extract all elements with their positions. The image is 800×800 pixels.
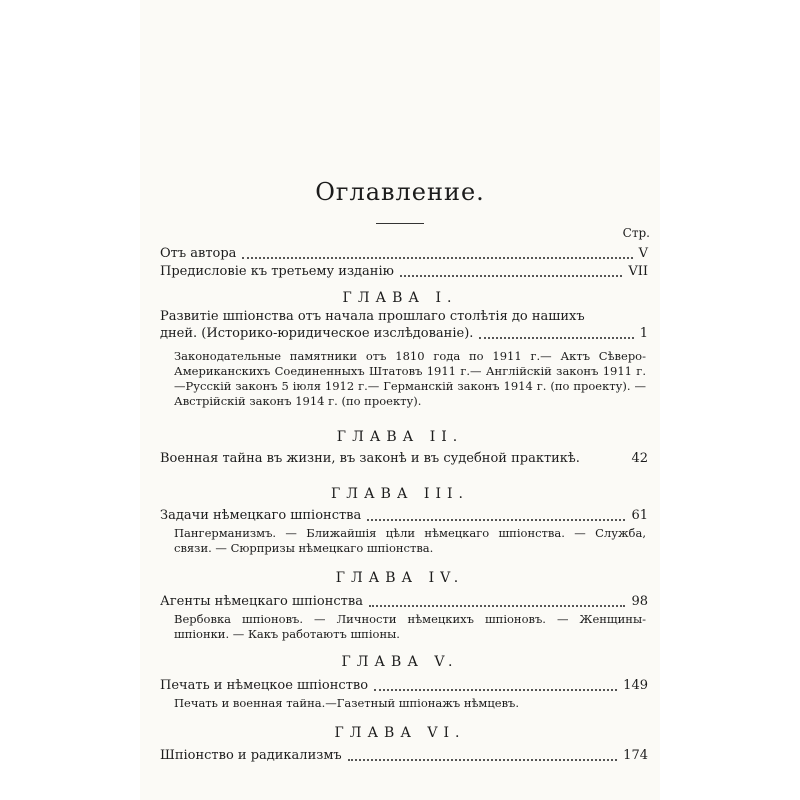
toc-entry-label: Шпіонство и радикализмъ: [160, 748, 342, 763]
chapter-heading: ГЛАВА III.: [331, 486, 469, 502]
toc-entry-label: Задачи нѣмецкаго шпіонства: [160, 508, 362, 523]
toc-entry-ch2: [160, 451, 648, 467]
chapter-subtopics: Законодательные памятники отъ 1810 года по 1911 г.— Актъ Сѣверо-Американскихъ Соединенныхъ Штатовъ 1911 г.— Англійскій законъ 1911 г.—Русскій законъ 5 іюля 1912 г.— Германскій законъ 1914 г. (по проекту). — Австрійскій законъ 1914 г. (по проекту).: [174, 349, 646, 408]
page-column-label: Стр.: [622, 226, 650, 240]
toc-entry-page: VII: [628, 264, 648, 279]
chapter-subtopics: Вербовка шпіоновъ. — Личности нѣмецкихъ шпіоновъ. — Женщины-шпіонки. — Какъ работаютъ шпіоны.: [174, 612, 646, 641]
toc-entry-page: 98: [631, 594, 648, 609]
chapter-subtopics: Пангерманизмъ. — Ближайшія цѣли нѣмецкаго шпіонства. — Служба, связи. — Сюрпризы нѣмецкаго шпіонства.: [174, 526, 646, 555]
chapter-heading: ГЛАВА V.: [341, 654, 459, 670]
toc-entry-preface: [160, 264, 648, 280]
toc-entry-label-cont: дней. (Историко-юридическое изслѣдованіе).: [160, 326, 474, 341]
chapter-heading: ГЛАВА I.: [342, 290, 458, 306]
chapter-subtopics: Печать и военная тайна.—Газетный шпіонажъ нѣмцевъ.: [174, 696, 520, 710]
chapter-heading: ГЛАВА VI.: [334, 725, 466, 741]
toc-entry-label: Печать и нѣмецкое шпіонство: [160, 678, 369, 693]
chapter-heading: ГЛАВА IV.: [335, 570, 465, 586]
dot-leader: [369, 605, 626, 607]
toc-entry-page: 1: [639, 326, 648, 341]
toc-entry-author: [160, 246, 648, 262]
toc-entry-ch6: [160, 748, 648, 764]
chapter-heading: ГЛАВА II.: [336, 429, 464, 445]
toc-entry-page: 149: [623, 678, 648, 693]
book-page: [140, 0, 660, 800]
title-rule: [376, 223, 424, 224]
toc-entry-label: Предисловіе къ третьему изданію: [160, 264, 394, 279]
toc-entry-page: V: [638, 246, 648, 261]
toc-entry-ch1: [160, 308, 648, 342]
dot-leader: [348, 759, 617, 761]
toc-entry-ch4: [160, 594, 648, 610]
toc-entry-page: 42: [631, 451, 648, 466]
toc-entry-ch5: [160, 678, 648, 694]
page-title: Оглавление.: [315, 178, 485, 206]
dot-leader: [242, 257, 632, 259]
toc-entry-ch3: [160, 508, 648, 524]
toc-entry-page: 174: [623, 748, 648, 763]
dot-leader: [479, 337, 633, 339]
dot-leader: [374, 689, 617, 691]
dot-leader: [400, 275, 622, 277]
toc-entry-label: Развитіе шпіонства отъ начала прошлаго столѣтія до нашихъ: [160, 309, 585, 324]
toc-entry-page: 61: [631, 508, 648, 523]
toc-entry-label: Военная тайна въ жизни, въ законѣ и въ судебной практикѣ.: [160, 451, 580, 466]
toc-entry-label: Агенты нѣмецкаго шпіонства: [160, 594, 363, 609]
toc-entry-label: Отъ автора: [160, 246, 237, 261]
dot-leader: [367, 519, 625, 521]
